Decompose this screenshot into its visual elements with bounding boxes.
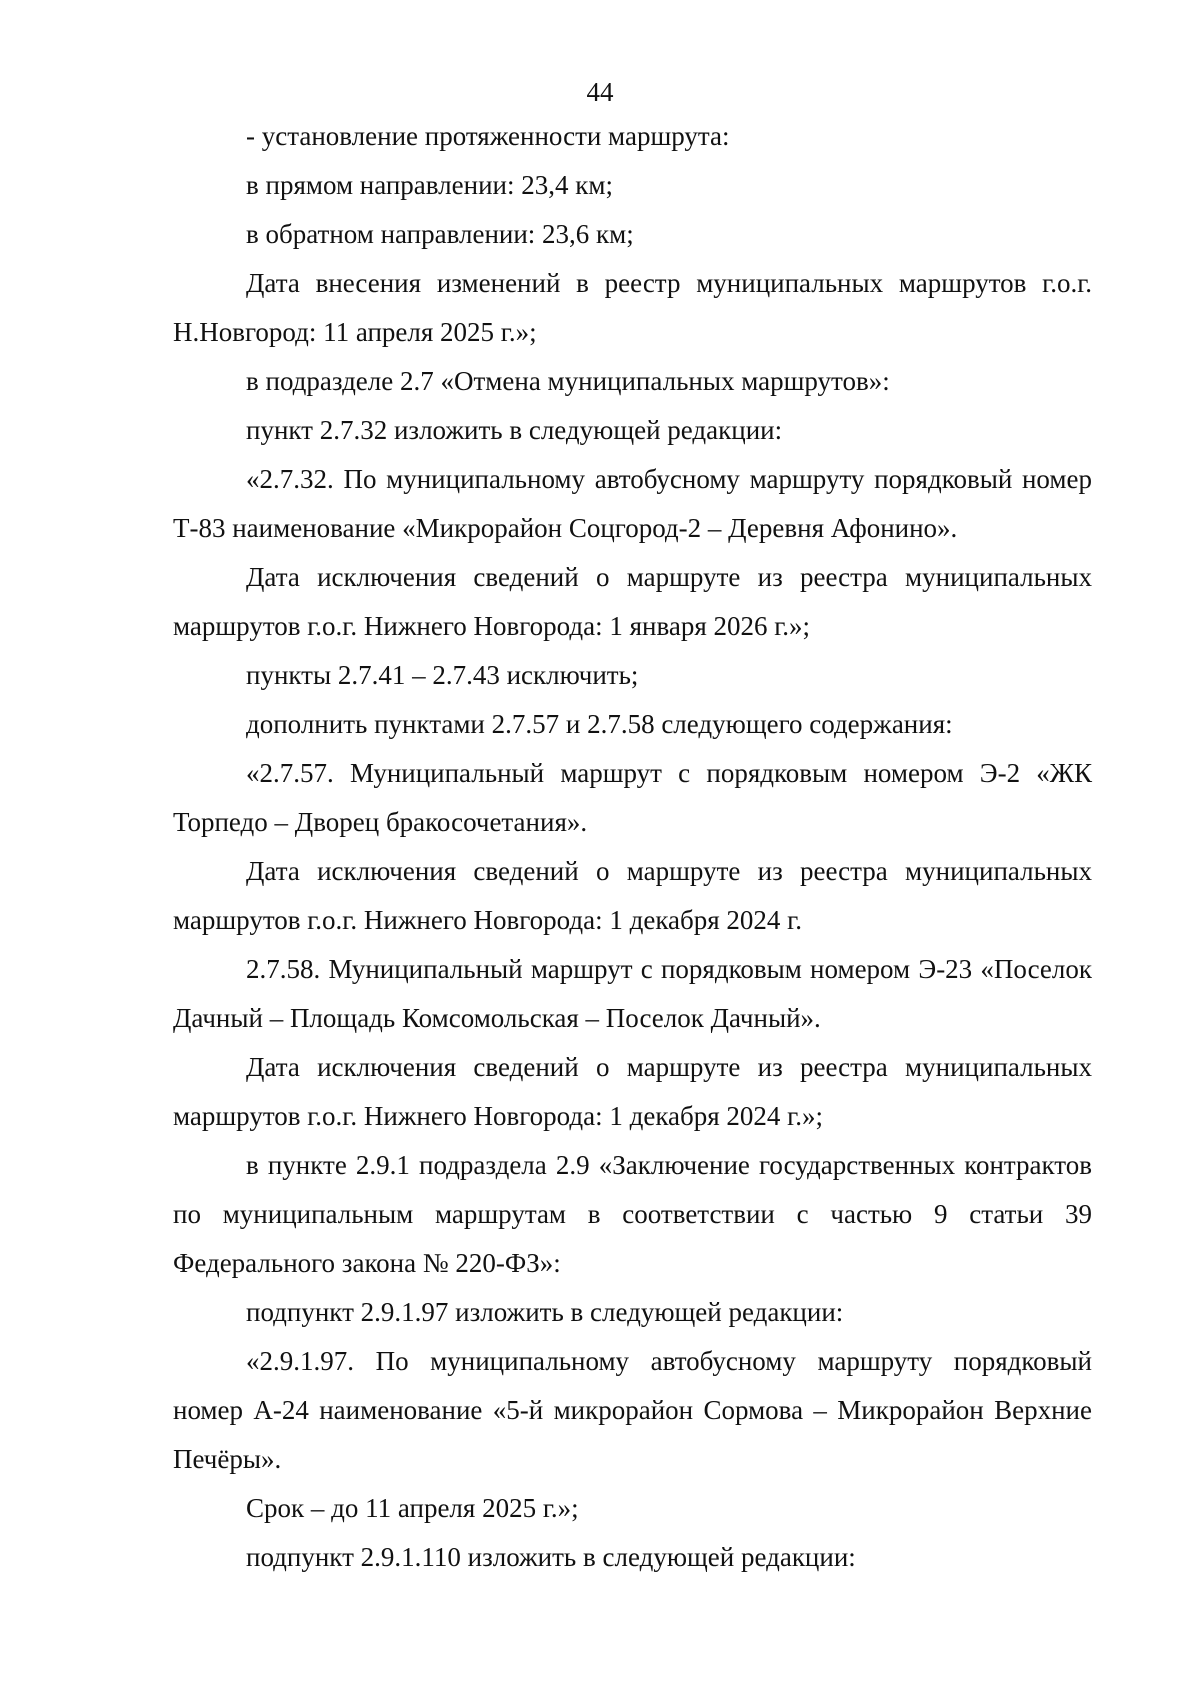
- paragraph: в прямом направлении: 23,4 км;: [246, 170, 613, 200]
- paragraph: в подразделе 2.7 «Отмена муниципальных маршрутов»:: [246, 366, 890, 396]
- page-number: 44: [586, 77, 614, 107]
- paragraph: «2.7.57. Муниципальный маршрут с порядковым номером Э-2 «ЖК Торпедо – Дворец бракосочетания».: [173, 758, 1092, 837]
- document-body: [173, 112, 1092, 1582]
- paragraph: - установление протяженности маршрута:: [246, 121, 730, 151]
- paragraph: дополнить пунктами 2.7.57 и 2.7.58 следующего содержания:: [246, 709, 953, 739]
- paragraph: подпункт 2.9.1.97 изложить в следующей редакции:: [246, 1297, 844, 1327]
- paragraph: Дата исключения сведений о маршруте из реестра муниципальных маршрутов г.о.г. Нижнего Новгорода: 1 декабря 2024 г.»;: [173, 1052, 1092, 1131]
- paragraph: в обратном направлении: 23,6 км;: [246, 219, 634, 249]
- paragraph: пункты 2.7.41 – 2.7.43 исключить;: [246, 660, 639, 690]
- paragraph: Дата исключения сведений о маршруте из реестра муниципальных маршрутов г.о.г. Нижнего Новгорода: 1 января 2026 г.»;: [173, 562, 1092, 641]
- paragraph: в пункте 2.9.1 подраздела 2.9 «Заключение государственных контрактов по муниципальным маршрутам в соответствии с частью 9 статьи 39 Федерального закона № 220-ФЗ»:: [173, 1150, 1092, 1278]
- paragraph: пункт 2.7.32 изложить в следующей редакции:: [246, 415, 783, 445]
- paragraph: 2.7.58. Муниципальный маршрут с порядковым номером Э-23 «Поселок Дачный – Площадь Комсомольская – Поселок Дачный».: [173, 954, 1092, 1033]
- paragraph: Срок – до 11 апреля 2025 г.»;: [246, 1493, 579, 1523]
- paragraph: «2.9.1.97. По муниципальному автобусному маршруту порядковый номер А-24 наименование «5-й микрорайон Сормова – Микрорайон Верхние Печёры».: [173, 1346, 1092, 1474]
- paragraph: подпункт 2.9.1.110 изложить в следующей редакции:: [246, 1542, 856, 1572]
- paragraph: Дата исключения сведений о маршруте из реестра муниципальных маршрутов г.о.г. Нижнего Новгорода: 1 декабря 2024 г.: [173, 856, 1092, 935]
- paragraph: «2.7.32. По муниципальному автобусному маршруту порядковый номер Т-83 наименование «Микрорайон Соцгород-2 – Деревня Афонино».: [173, 464, 1092, 543]
- paragraph: Дата внесения изменений в реестр муниципальных маршрутов г.о.г. Н.Новгород: 11 апреля 2025 г.»;: [173, 268, 1092, 347]
